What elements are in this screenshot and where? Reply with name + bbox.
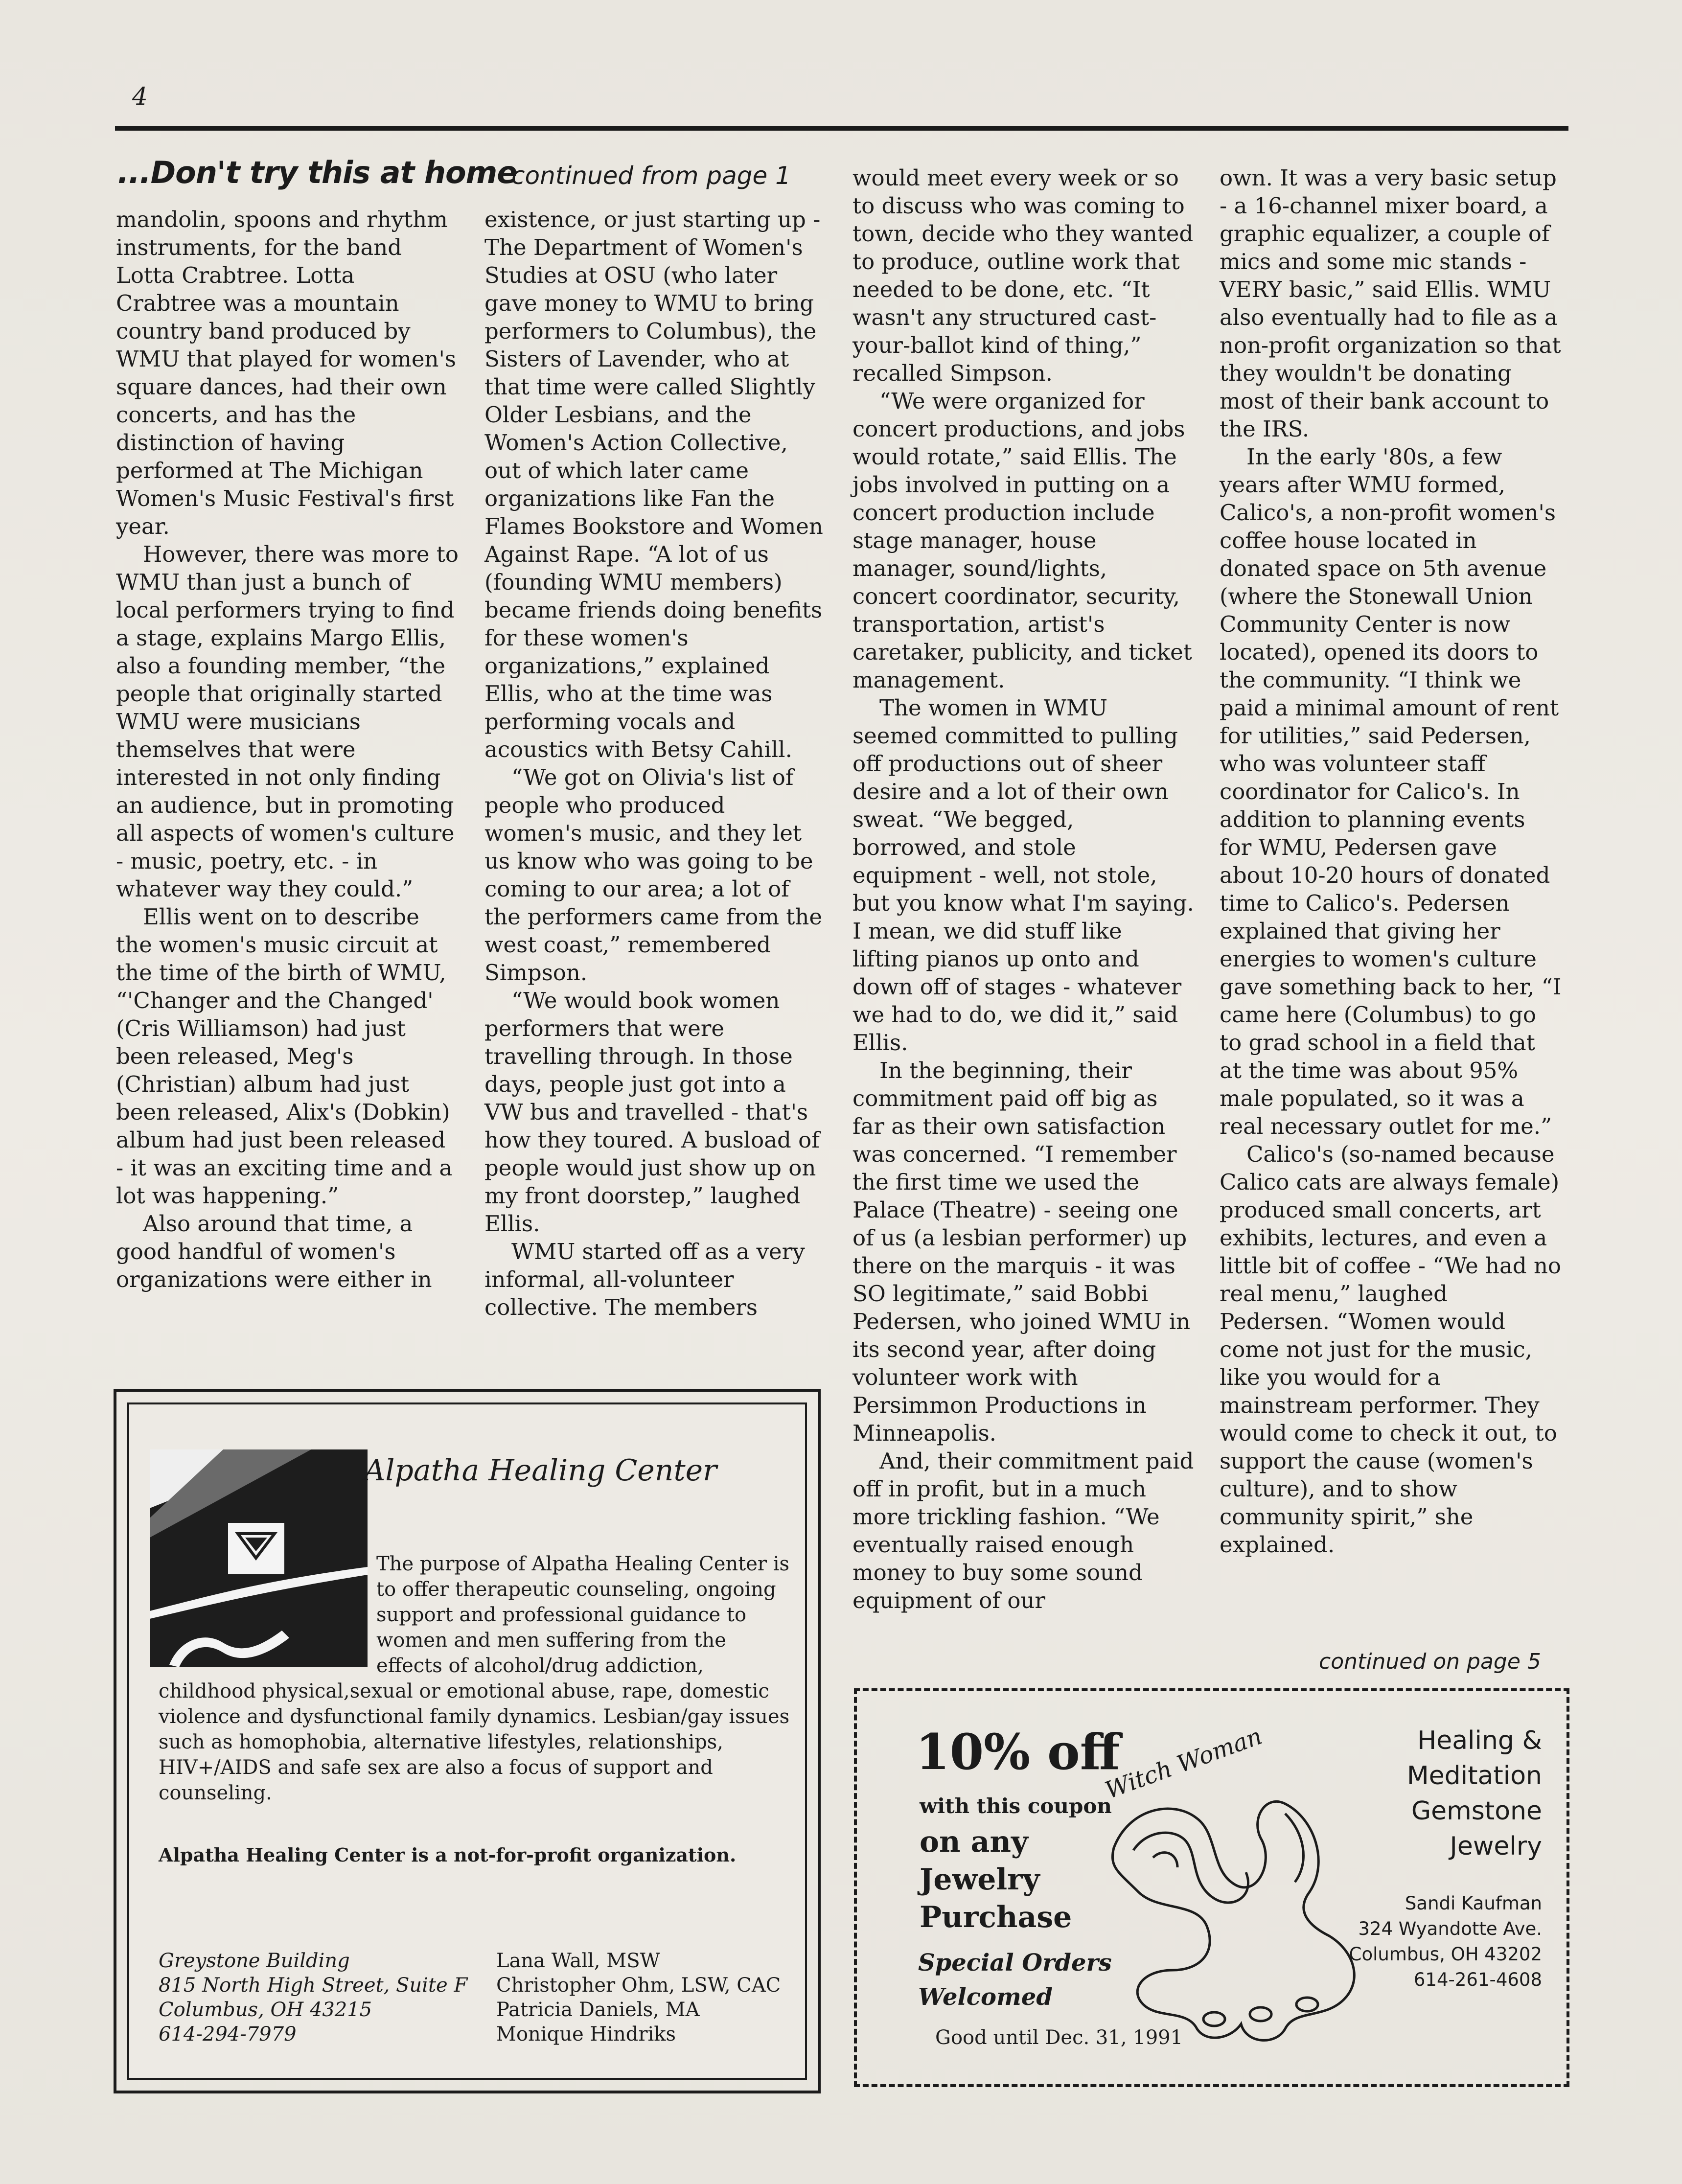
service-line: Gemstone: [1411, 1796, 1542, 1826]
paragraph: WMU started off as a very informal, all-volunteer collective. The members: [484, 1239, 805, 1320]
special-line: Special Orders: [918, 1949, 1112, 1977]
continued-from-note: continued from page 1: [511, 161, 791, 190]
paragraph: Calico's (so-named because Calico cats are always female) produced small concerts, art exhibits, lectures, and even a little bit of coffee - “We had no real menu,” laughed Pedersen. “Women would come not just for the music, like you would for a mainstream performer. They would come to check it out, to support the cause (women's culture), and to show community spirit,” she explained.: [1220, 1141, 1562, 1558]
witch-woman-logo-text: Witch Woman: [1101, 1722, 1266, 1805]
staff-member: Monique Hindriks: [496, 2023, 676, 2046]
paragraph: “We would book women performers that were travelling through. In those days, people just got into a VW bus and travelled - that's how they toured. A busload of people would just show up on my front doorstep,” laughed Ellis.: [484, 988, 820, 1237]
paragraph: However, there was more to WMU than just a bunch of local performers trying to find a stage, explains Margo Ellis, also a founding member, “the people that originally started WMU were musicians themselves that were interested in not only finding an audience, but in promoting all aspects of women's culture - music, poetry, etc. - in whatever way they could.”: [116, 541, 459, 902]
alpatha-ad: [114, 1389, 821, 2093]
article-headline: ...Don't try this at home: [117, 155, 517, 190]
staff-member: Christopher Ohm, LSW, CAC: [496, 1974, 781, 1997]
article-column-3: [853, 164, 1195, 1614]
article-column-4: [1220, 164, 1562, 1559]
article-column-2: [484, 206, 827, 1321]
paragraph: Also around that time, a good handful of women's organizations were either in: [116, 1211, 432, 1292]
special-line: Welcomed: [918, 1983, 1053, 2011]
contact-line: 324 Wyandotte Ave.: [1358, 1918, 1542, 1939]
coupon-contact: [1349, 1891, 1542, 1993]
offer-line: Purchase: [920, 1900, 1072, 1934]
paragraph: existence, or just starting up - The Department of Women's Studies at OSU (who later gave money to WMU to bring performers to Columbus), the Sisters of Lavender, who at that time were called Slightly Older Lesbians, and the Women's Action Collective, out of which later came organizations like Fan the Flames Bookstore and Women Against Rape. “A lot of us (founding WMU members) became friends doing benefits for these women's organizations,” explained Ellis, who at the time was performing vocals and acoustics with Betsy Cahill.: [484, 207, 823, 762]
alpatha-ad-frame: [127, 1402, 807, 2080]
alpatha-staff-list: [496, 1949, 781, 2046]
paragraph: Ellis went on to describe the women's music circuit at the time of the birth of WMU, “'Changer and the Changed' (Cris Williamson) had just been released, Meg's (Christian) album had just been released, Alix's (Dobkin) album had just been released - it was an exciting time and a lot was happening.”: [116, 904, 453, 1209]
alpatha-nonprofit-note: Alpatha Healing Center is a not-for-profit organization.: [159, 1844, 737, 1866]
coupon-discount: 10% off: [916, 1723, 1120, 1781]
alpatha-description: The purpose of Alpatha Healing Center is to offer therapeutic counseling, ongoing support and professional guidance to women and men suffering from the effects of alcohol/drug addiction, childhood physical,sexual or emotional abuse, rape, domestic violence and dysfunctional family dynamics. Lesbian/gay issues such as homophobia, alternative lifestyles, relationships, HIV+/AIDS and safe sex are also a focus of support and counseling.: [159, 1553, 790, 1804]
coupon-with-text: with this coupon: [920, 1794, 1112, 1818]
offer-line: on any: [920, 1825, 1028, 1859]
paragraph: “We got on Olivia's list of people who produced women's music, and they let us know who was going to be coming to our area; a lot of the performers came from the west coast,” remembered Simpson.: [484, 764, 822, 986]
paragraph: In the beginning, their commitment paid off big as far as their own satisfaction was concerned. “I remember the first time we used the Palace (Theatre) - seeing one of us (a lesbian performer) up there on the marquis - it was SO legitimate,” said Bobbi Pedersen, who joined WMU in its second year, after doing volunteer work with Persimmon Productions in Minneapolis.: [853, 1058, 1191, 1446]
paragraph: would meet every week or so to discuss who was coming to town, decide who they wanted to produce, outline work that needed to be done, etc. “It wasn't any structured cast-your-ballot kind of thing,” recalled Simpson.: [853, 165, 1194, 386]
continued-on-note: continued on page 5: [1319, 1649, 1541, 1674]
offer-line: Jewelry: [920, 1862, 1040, 1897]
service-line: Meditation: [1406, 1761, 1542, 1791]
coupon-services: [1349, 1723, 1542, 1864]
coupon-special-orders: [918, 1946, 1112, 2014]
contact-line: Columbus, OH 43202: [1349, 1944, 1542, 1965]
phone-number: 614-294-7979: [159, 2023, 297, 2046]
header-rule: [115, 126, 1568, 131]
paragraph: own. It was a very basic setup - a 16-channel mixer board, a graphic equalizer, a couple of mics and some mic stands - VERY basic,” said Ellis. WMU also eventually had to file as a non-profit organization so that they wouldn't be donating most of their bank account to the IRS.: [1220, 165, 1561, 442]
address-line: Columbus, OH 43215: [159, 1999, 372, 2021]
paragraph: In the early '80s, a few years after WMU formed, Calico's, a non-profit women's coffee house located in donated space on 5th avenue (where the Stonewall Union Community Center is now located), opened its doors to the community. “I think we paid a minimal amount of rent for utilities,” said Pedersen, who was volunteer staff coordinator for Calico's. In addition to planning events for WMU, Pedersen gave about 10-20 hours of donated time to Calico's. Pedersen explained that giving her energies to women's culture gave something back to her, “I came here (Columbus) to go to grad school in a field that at the time was about 95% male populated, so it was a real necessary outlet for me.”: [1220, 444, 1562, 1139]
witch-woman-logo-icon: [1099, 1722, 1373, 2053]
address-line: 815 North High Street, Suite F: [159, 1974, 468, 1997]
paragraph: The women in WMU seemed committed to pulling off productions out of sheer desire and a lot of their own sweat. “We begged, borrowed, and stole equipment - well, not stole, but you know what I'm saying. I mean, we did stuff like lifting pianos up onto and down off of stages - whatever we had to do, we did it,” said Ellis.: [853, 695, 1194, 1056]
article-column-1: [116, 206, 459, 1293]
contact-line: 614-261-4608: [1413, 1969, 1542, 1990]
address-line: Greystone Building: [159, 1950, 350, 1972]
coupon-vendor: [1349, 1723, 1542, 1993]
alpatha-address: [159, 1949, 467, 2046]
paragraph: “We were organized for concert productions, and jobs would rotate,” said Ellis. The jobs involved in putting on a concert production include stage manager, house manager, sound/lights, concert coordinator, security, transportation, artist's caretaker, publicity, and ticket management.: [853, 388, 1192, 693]
alpatha-body-wrap: [159, 1551, 790, 1806]
staff-member: Lana Wall, MSW: [496, 1950, 660, 1972]
alpatha-title: Alpatha Healing Center: [364, 1453, 717, 1488]
contact-line: Sandi Kaufman: [1405, 1893, 1542, 1914]
service-line: Jewelry: [1450, 1832, 1542, 1861]
paragraph: mandolin, spoons and rhythm instruments, for the band Lotta Crabtree. Lotta Crabtree was a mountain country band produced by WMU that played for women's square dances, had their own concerts, and has the distinction of having performed at The Michigan Women's Music Festival's first year.: [116, 207, 456, 539]
coupon-expiry: Good until Dec. 31, 1991: [935, 2026, 1183, 2049]
coupon-offer: [920, 1823, 1072, 1936]
jewelry-coupon: [854, 1688, 1569, 2087]
paragraph: And, their commitment paid off in profit, but in a much more trickling fashion. “We eventually raised enough money to buy some sound equipment of our: [853, 1448, 1194, 1613]
staff-member: Patricia Daniels, MA: [496, 1999, 700, 2021]
service-line: Healing &: [1417, 1726, 1542, 1755]
page-number: 4: [132, 82, 148, 111]
logo-spacer: [159, 1551, 376, 1674]
